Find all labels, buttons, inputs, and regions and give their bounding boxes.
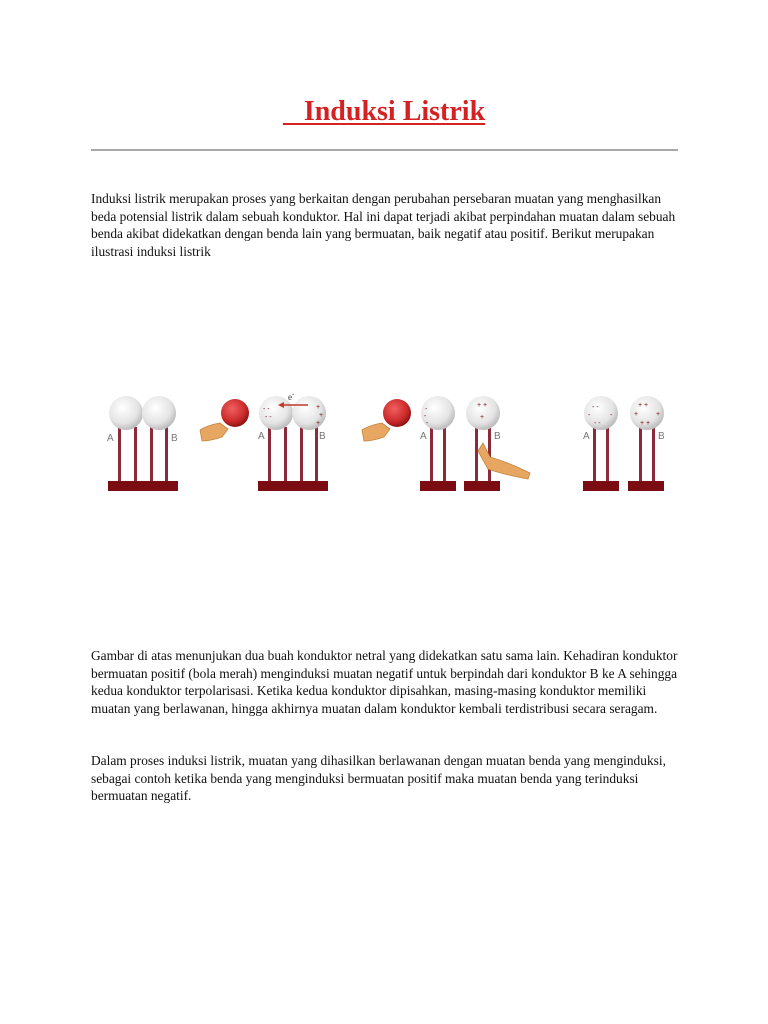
stand-pole xyxy=(639,427,642,481)
stand-pole xyxy=(475,427,478,481)
svg-text:-: - xyxy=(424,413,427,420)
panel-final xyxy=(583,396,665,491)
svg-text:+ +: + + xyxy=(638,402,649,409)
electron-label: e- xyxy=(288,390,295,402)
stand-base xyxy=(583,481,619,491)
label-b: B xyxy=(171,433,178,444)
svg-text:-: - xyxy=(425,406,428,413)
conclusion-paragraph: Dalam proses induksi listrik, muatan yang dihasilkan berlawanan dengan muatan benda yang menginduksi, sebagai contoh ketika benda yang menginduksi bermuatan positif maka muatan benda yang terinduksi bermuatan negatif. xyxy=(91,753,666,804)
stand-pole xyxy=(300,427,303,481)
label-b: B xyxy=(658,431,665,442)
svg-text:- -: - - xyxy=(592,404,599,411)
svg-text:- -: - - xyxy=(594,420,601,427)
sphere-b xyxy=(142,396,176,430)
page-title: Induksi Listrik xyxy=(282,96,486,127)
stand-pole xyxy=(606,427,609,481)
svg-text:- -: - - xyxy=(265,414,272,421)
stand-pole xyxy=(284,427,287,481)
svg-text:+: + xyxy=(319,412,324,419)
svg-text:+: + xyxy=(316,404,321,411)
stand-base xyxy=(258,481,328,491)
stand-base xyxy=(420,481,456,491)
hand-icon xyxy=(478,443,530,479)
svg-text:-: - xyxy=(588,412,591,419)
stand-pole xyxy=(165,427,168,481)
svg-text:-: - xyxy=(610,412,613,419)
intro-paragraph: Induksi listrik merupakan proses yang berkaitan dengan perubahan persebaran muatan yang menghasilkan beda potensial listrik dalam sebuah konduktor. Hal ini dapat terjadi akibat perpindahan muatan dalam sebuah benda akibat didekatkan dengan benda lain yang bermuatan, baik negatif atau positif. Berikut merupakan ilustrasi induksi listrik xyxy=(91,191,676,259)
label-b: B xyxy=(494,431,501,442)
charged-ball xyxy=(221,399,249,427)
label-a: A xyxy=(583,431,590,442)
panel-neutral xyxy=(107,396,178,491)
svg-text:-: - xyxy=(426,420,429,427)
stand-pole xyxy=(593,427,596,481)
stand-pole xyxy=(150,427,153,481)
stand-pole xyxy=(315,427,318,481)
svg-text:+: + xyxy=(634,411,639,418)
svg-text:+ +: + + xyxy=(477,402,488,409)
stand-pole xyxy=(134,427,137,481)
svg-text:+: + xyxy=(656,411,661,418)
stand-pole xyxy=(443,427,446,481)
stand-base xyxy=(464,481,500,491)
hand-icon xyxy=(362,423,390,441)
sphere-a xyxy=(109,396,143,430)
stand-base xyxy=(628,481,664,491)
svg-text:+: + xyxy=(480,414,485,421)
stand-pole xyxy=(268,427,271,481)
title-divider xyxy=(91,149,678,151)
svg-text:+: + xyxy=(316,420,321,427)
stand-pole xyxy=(430,427,433,481)
panel-separate xyxy=(362,396,530,491)
svg-text:- -: - - xyxy=(263,406,270,413)
panel-polarize xyxy=(200,390,328,491)
stand-base xyxy=(108,481,178,491)
induction-illustration xyxy=(100,385,680,500)
charged-ball xyxy=(383,399,411,427)
stand-pole xyxy=(118,427,121,481)
hand-icon xyxy=(200,423,228,441)
label-a: A xyxy=(107,433,114,444)
label-b: B xyxy=(319,431,326,442)
label-a: A xyxy=(420,431,427,442)
stand-pole xyxy=(652,427,655,481)
svg-text:+ +: + + xyxy=(640,420,651,427)
label-a: A xyxy=(258,431,265,442)
explanation-paragraph: Gambar di atas menunjukan dua buah konduktor netral yang didekatkan satu sama lain. Kehadiran konduktor bermuatan positif (bola merah) menginduksi muatan negatif untuk berpindah dari konduktor B ke A sehingga kedua konduktor terpolarisasi. Ketika kedua konduktor dipisahkan, masing-masing konduktor memiliki muatan yang berlawanan, hingga akhirnya muatan dalam konduktor kembali terdistribusi secara seragam. xyxy=(91,648,678,716)
